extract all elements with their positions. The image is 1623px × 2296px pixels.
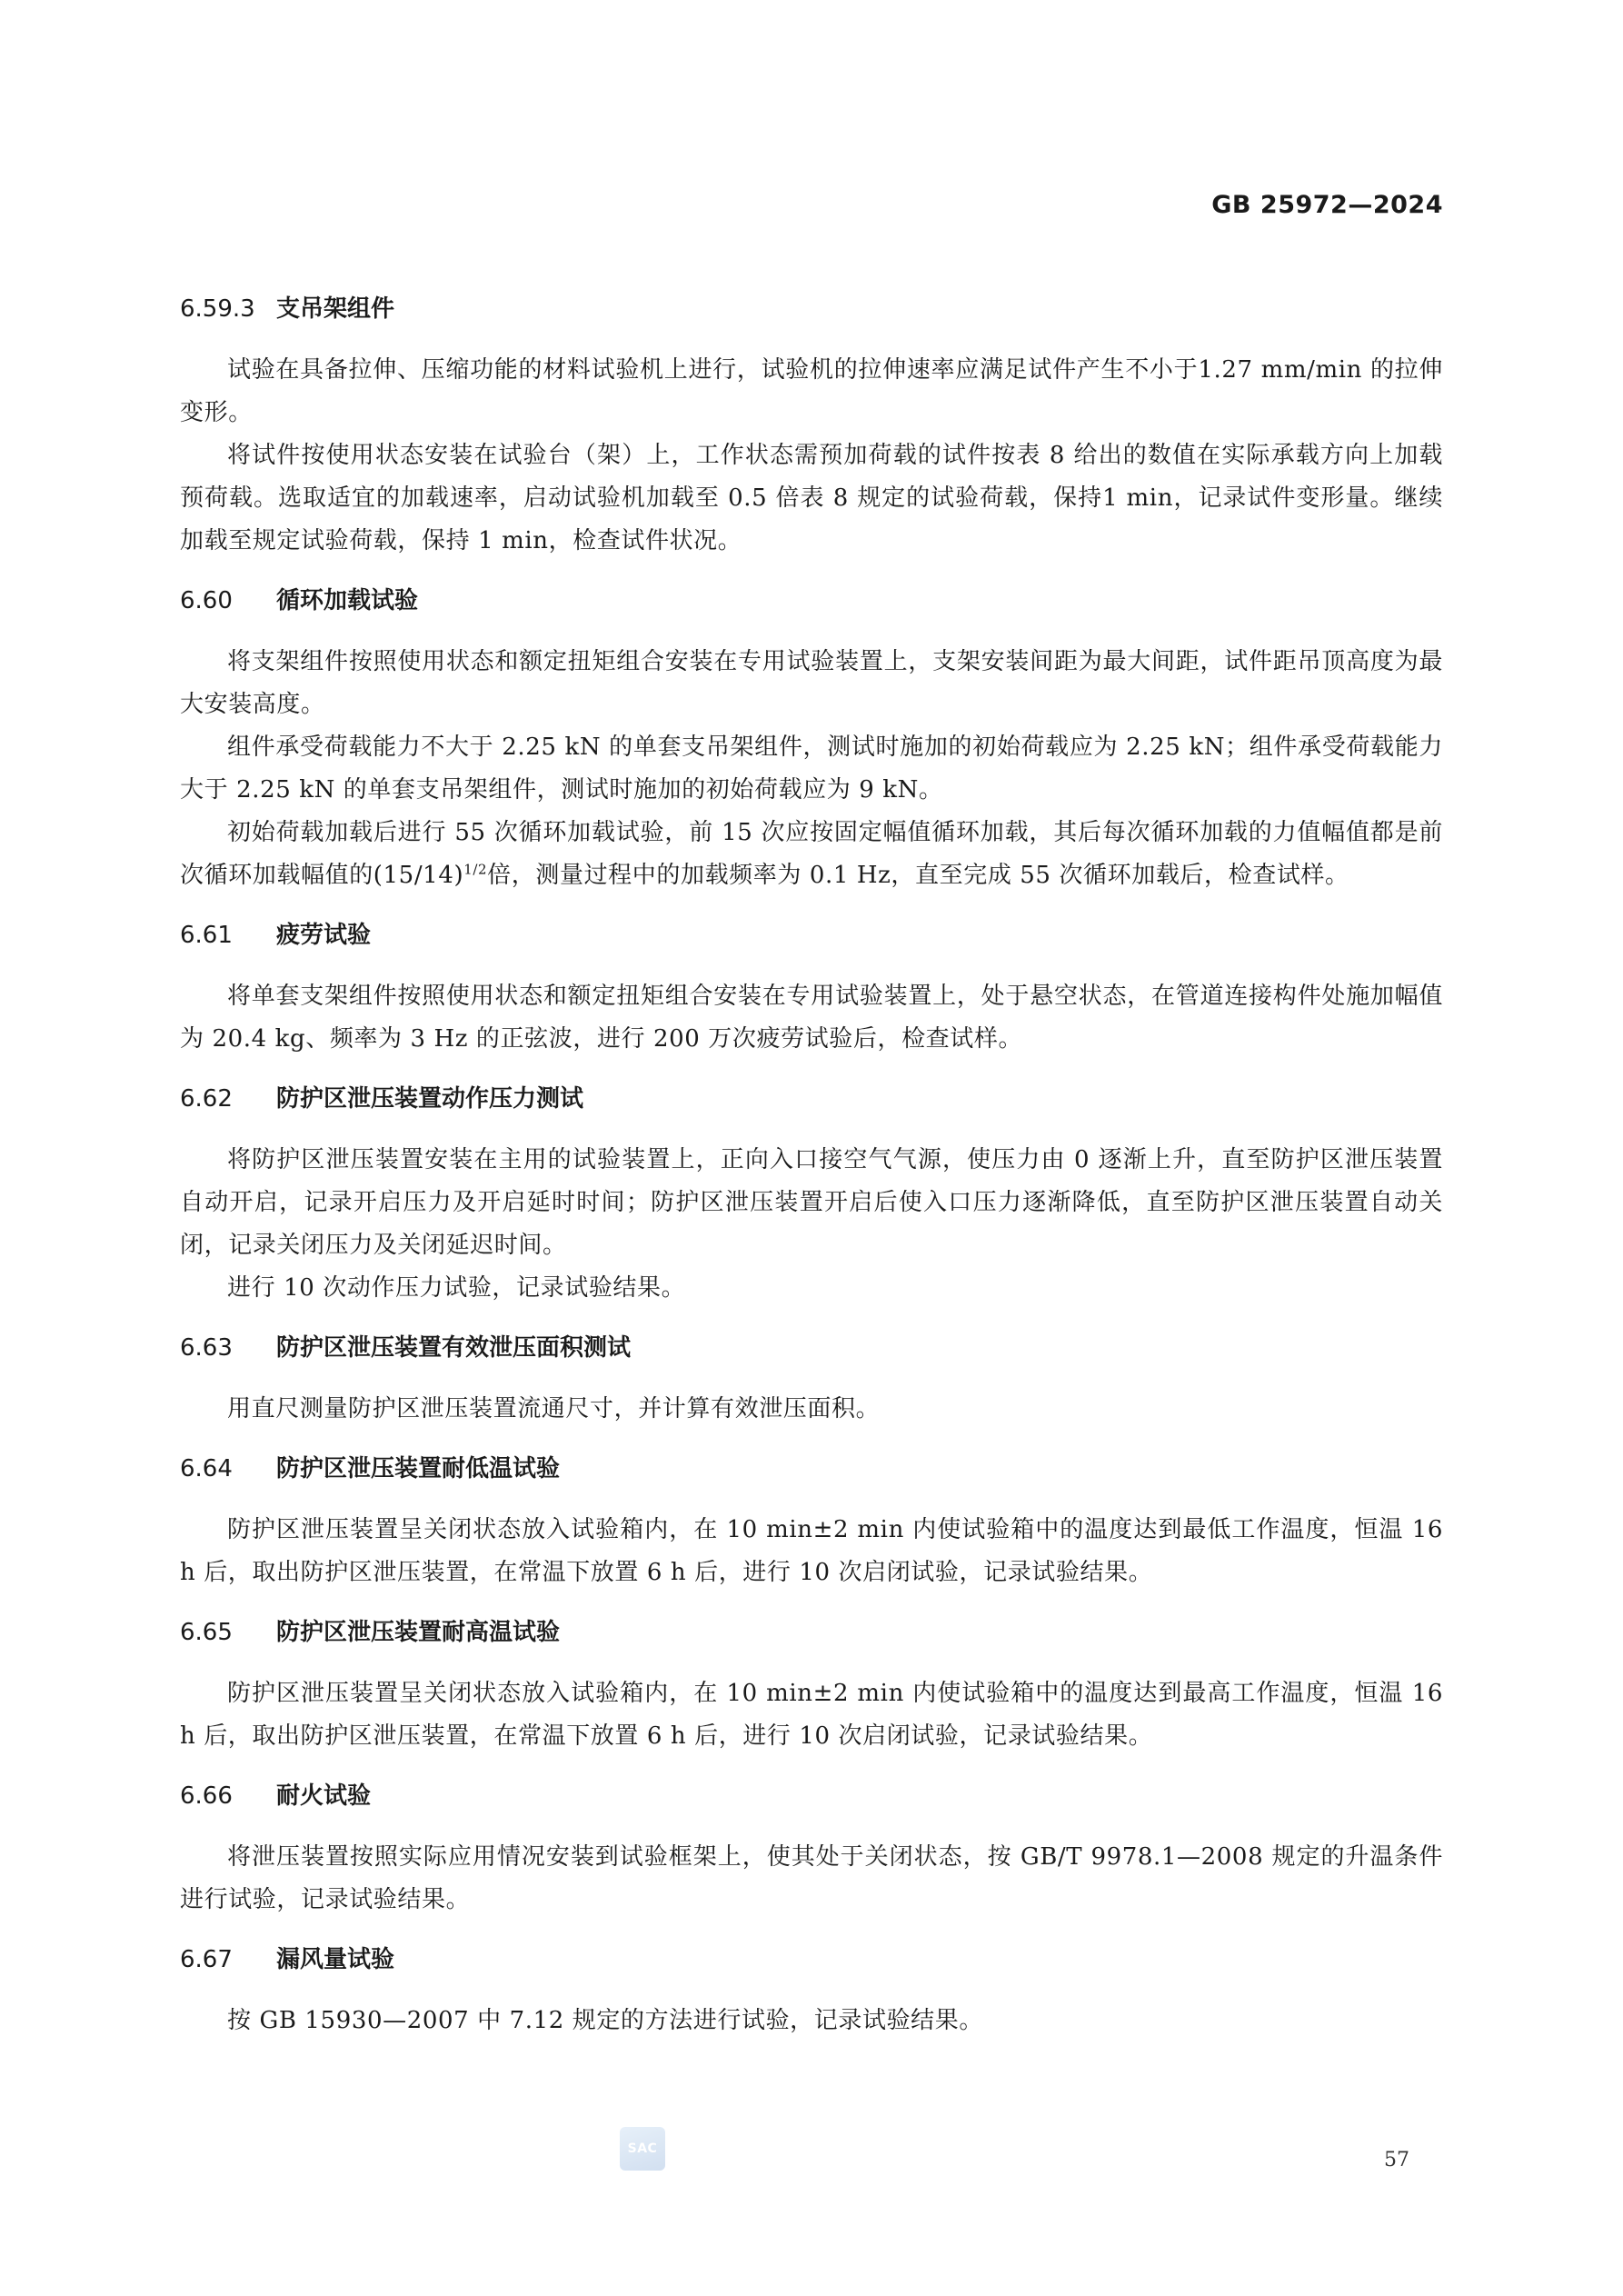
paragraph: 将试件按使用状态安装在试验台（架）上，工作状态需预加荷载的试件按表 8 给出的数值在实际承载方向上加载预荷载。选取适宜的加载速率，启动试验机加载至 0.5 倍表 8 规定的试验荷载，保持1 min，记录试件变形量。继续加载至规定试验荷载，保持 1 min，检查试件状况。 — [180, 442, 1443, 554]
section-6-66 — [180, 1776, 1443, 1922]
section-number: 6.62 — [180, 1085, 233, 1113]
section-title: 循环加载试验 — [276, 587, 419, 614]
section-number: 6.63 — [180, 1334, 233, 1362]
paragraph: 进行 10 次动作压力试验，记录试验结果。 — [227, 1274, 686, 1302]
section-heading — [180, 1940, 1443, 1980]
paragraph-text-after: 倍，测量过程中的加载频率为 0.1 Hz，直至完成 55 次循环加载后，检查试样。 — [487, 862, 1349, 889]
section-6-63 — [180, 1328, 1443, 1431]
section-6-64 — [180, 1449, 1443, 1594]
paragraph: 将防护区泄压装置安装在主用的试验装置上，正向入口接空气气源，使压力由 0 逐渐上升，直至防护区泄压装置自动开启，记录开启压力及开启延时时间；防护区泄压装置开启后使入口压力逐渐降低，直至防护区泄压装置自动关闭，记录关闭压力及关闭延迟时间。 — [180, 1146, 1443, 1259]
section-heading — [180, 915, 1443, 955]
section-number: 6.65 — [180, 1619, 233, 1646]
paragraph: 将单套支架组件按照使用状态和额定扭矩组合安装在专用试验装置上，处于悬空状态，在管道连接构件处施加幅值为 20.4 kg、频率为 3 Hz 的正弦波，进行 200 万次疲劳试验后，检查试样。 — [180, 983, 1443, 1053]
section-number: 6.59.3 — [180, 295, 255, 323]
section-title: 防护区泄压装置有效泄压面积测试 — [276, 1334, 632, 1362]
sac-watermark-logo: SAC — [620, 2127, 665, 2171]
document-body — [180, 289, 1443, 2042]
section-title: 漏风量试验 — [276, 1946, 395, 1973]
section-title: 支吊架组件 — [276, 295, 395, 323]
section-number: 6.67 — [180, 1946, 233, 1973]
page-number: 57 — [1384, 2149, 1409, 2171]
paragraph: 防护区泄压装置呈关闭状态放入试验箱内，在 10 min±2 min 内使试验箱中的温度达到最低工作温度，恒温 16 h 后，取出防护区泄压装置，在常温下放置 6 h 后，进行 10 次启闭试验，记录试验结果。 — [180, 1516, 1443, 1586]
section-title: 防护区泄压装置耐高温试验 — [276, 1619, 561, 1646]
section-6-61 — [180, 915, 1443, 1061]
section-6-59-3 — [180, 289, 1443, 563]
paragraph-text-before: 初始荷载加载后进行 55 次循环加载试验，前 15 次应按固定幅值循环加载，其后每次循环加载的力值幅值都是前次循环加载幅值的(15/14) — [180, 819, 1443, 889]
paragraph: 防护区泄压装置呈关闭状态放入试验箱内，在 10 min±2 min 内使试验箱中的温度达到最高工作温度，恒温 16 h 后，取出防护区泄压装置，在常温下放置 6 h 后，进行 10 次启闭试验，记录试验结果。 — [180, 1680, 1443, 1750]
cyclic-load-paragraph — [180, 812, 1443, 897]
section-title: 耐火试验 — [276, 1782, 372, 1810]
section-number: 6.61 — [180, 922, 233, 949]
exponent: 1/2 — [463, 861, 488, 878]
section-number: 6.66 — [180, 1782, 233, 1810]
section-heading — [180, 1776, 1443, 1816]
section-heading — [180, 1328, 1443, 1368]
section-heading — [180, 581, 1443, 621]
paragraph: 试验在具备拉伸、压缩功能的材料试验机上进行，试验机的拉伸速率应满足试件产生不小于1.27 mm/min 的拉伸变形。 — [180, 356, 1443, 426]
section-6-62 — [180, 1079, 1443, 1310]
standard-code-header: GB 25972—2024 — [1211, 191, 1443, 219]
section-number: 6.60 — [180, 587, 233, 614]
section-6-65 — [180, 1612, 1443, 1758]
section-heading — [180, 1449, 1443, 1489]
section-6-67 — [180, 1940, 1443, 2042]
paragraph: 组件承受荷载能力不大于 2.25 kN 的单套支吊架组件，测试时施加的初始荷载应为 2.25 kN；组件承受荷载能力大于 2.25 kN 的单套支吊架组件，测试时施加的初始荷载应为 9 kN。 — [180, 734, 1443, 804]
paragraph: 将泄压装置按照实际应用情况安装到试验框架上，使其处于关闭状态，按 GB/T 9978.1—2008 规定的升温条件进行试验，记录试验结果。 — [180, 1843, 1443, 1913]
section-heading — [180, 1612, 1443, 1652]
section-heading — [180, 289, 1443, 329]
section-heading — [180, 1079, 1443, 1119]
paragraph: 将支架组件按照使用状态和额定扭矩组合安装在专用试验装置上，支架安装间距为最大间距，试件距吊顶高度为最大安装高度。 — [180, 648, 1443, 718]
paragraph: 按 GB 15930—2007 中 7.12 规定的方法进行试验，记录试验结果。 — [227, 2007, 983, 2034]
paragraph: 用直尺测量防护区泄压装置流通尺寸，并计算有效泄压面积。 — [227, 1395, 881, 1423]
section-title: 防护区泄压装置动作压力测试 — [276, 1085, 584, 1113]
section-title: 防护区泄压装置耐低温试验 — [276, 1455, 561, 1482]
section-number: 6.64 — [180, 1455, 233, 1482]
section-title: 疲劳试验 — [276, 922, 372, 949]
section-6-60 — [180, 581, 1443, 897]
